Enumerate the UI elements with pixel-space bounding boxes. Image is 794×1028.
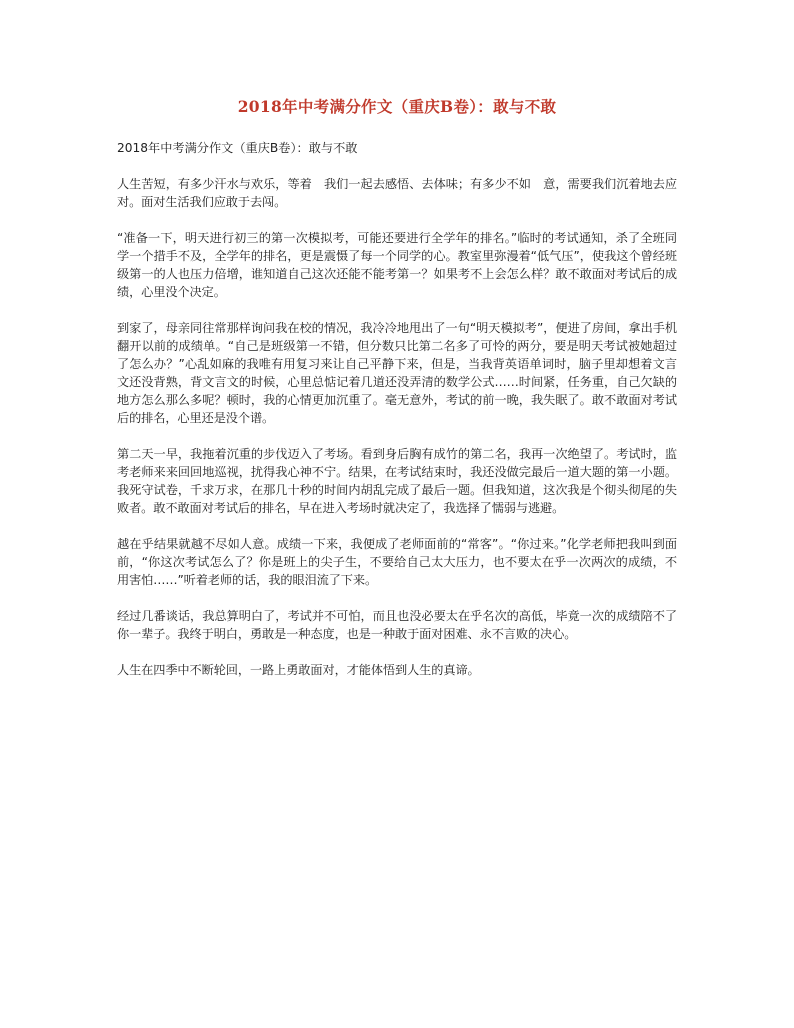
paragraph-6: 经过几番谈话，我总算明白了，考试并不可怕，而且也没必要太在乎名次的高低，毕竟一次的成绩陪不了你一辈子。我终于明白，勇敢是一种态度，也是一种敢于面对困难、永不言败的决心。: [117, 609, 677, 641]
document-title: 2018年中考满分作文（重庆B卷）：敢与不敢: [237, 97, 557, 116]
paragraph-1: 人生苦短，有多少汗水与欢乐，等着 我们一起去感悟、去体味；有多少不如 意，需要我们沉着地去应对。面对生活我们应敢于去闯。: [117, 177, 677, 209]
document-subtitle: 2018年中考满分作文（重庆B卷）：敢与不敢: [117, 141, 358, 155]
paragraph-5: 越在乎结果就越不尽如人意。成绩一下来，我便成了老师面前的“常客”。“你过来。”化学老师把我叫到面前，“你这次考试怎么了？你是班上的尖子生，不要给自己太大压力，也不要太在乎一次两次的成绩，不用害怕……”听着老师的话，我的眼泪流了下来。: [117, 537, 677, 587]
paragraph-4: 第二天一早，我拖着沉重的步伐迈入了考场。看到身后胸有成竹的第二名，我再一次绝望了。考试时，监考老师来来回回地巡视，扰得我心神不宁。结果，在考试结束时，我还没做完最后一道大题的第一小题。我死守试卷，千求万求，在那几十秒的时间内胡乱完成了最后一题。但我知道，这次我是个彻头彻尾的失败者。敢不敢面对考试后的排名，早在进入考场时就决定了，我选择了懦弱与逃避。: [117, 447, 677, 515]
paragraph-2: “准备一下，明天进行初三的第一次模拟考，可能还要进行全学年的排名。”临时的考试通知，杀了全班同学一个措手不及，全学年的排名，更是震慑了每一个同学的心。教室里弥漫着“低气压”，使我这个曾经班级第一的人也压力倍增，谁知道自己这次还能不能考第一？如果考不上会怎么样？敢不敢面对考试后的成绩，心里没个决定。: [117, 231, 677, 299]
paragraph-7: 人生在四季中不断轮回，一路上勇敢面对，才能体悟到人生的真谛。: [117, 663, 480, 677]
paragraph-3: 到家了，母亲同往常那样询问我在校的情况，我冷冷地甩出了一句“明天模拟考”，便进了房间，拿出手机翻开以前的成绩单。“自己是班级第一不错，但分数只比第二名多了可怜的两分，要是明天考试被她超过了怎么办？”心乱如麻的我唯有用复习来让自己平静下来，但是，当我背英语单词时，脑子里却想着文言文还没背熟，背文言文的时候，心里总惦记着几道还没弄清的数学公式……时间紧，任务重，自己欠缺的地方怎么那么多呢？顿时，我的心情更加沉重了。毫无意外，考试的前一晚，我失眠了。敢不敢面对考试后的排名，心里还是没个谱。: [117, 321, 677, 425]
document-body: [117, 139, 677, 697]
